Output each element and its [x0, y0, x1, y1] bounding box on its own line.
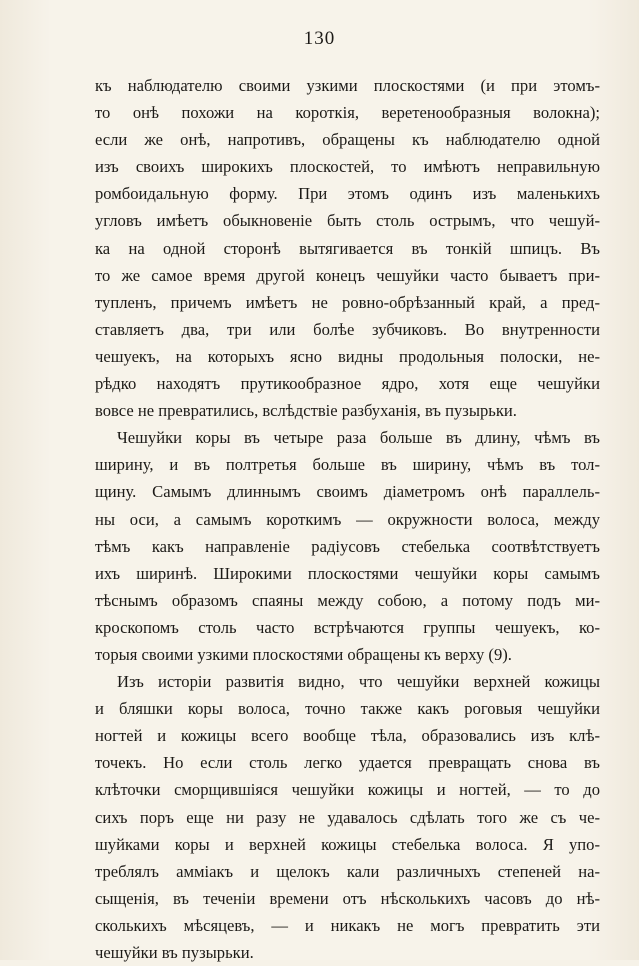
paragraph	[95, 72, 600, 424]
text-line: и бляшки коры волоса, точно также какъ роговыя чешуйки	[95, 699, 600, 719]
page-number: 130	[303, 28, 336, 49]
text-line: сколькихъ мѣсяцевъ, — и никакъ не могъ превратить эти	[95, 915, 600, 935]
text-line: чешуйки въ пузырьки.	[95, 943, 254, 962]
text-line: то же самое время другой конецъ чешуйки часто бываетъ при-	[95, 265, 600, 285]
text-line: то онѣ похожи на короткія, веретенообразныя волокна);	[95, 103, 600, 123]
paragraph	[95, 668, 600, 966]
text-line: ширину, и въ полтретья больше въ ширину, чѣмъ въ тол-	[95, 455, 600, 475]
text-line: ставляетъ два, три или болѣе зубчиковъ. Во внутренности	[95, 319, 600, 339]
text-line: кроскопомъ столь часто встрѣчаются группы чешуекъ, ко-	[95, 617, 600, 637]
text-line: чешуекъ, на которыхъ ясно видны продольныя полоски, не-	[95, 346, 600, 366]
text-line: ромбоидальную форму. При этомъ одинъ изъ маленькихъ	[95, 184, 600, 204]
text-line: тѣмъ какъ направленіе радіусовъ стебелька соотвѣтствуетъ	[95, 536, 600, 556]
text-line: ны оси, а самымъ короткимъ — окружности волоса, между	[95, 509, 600, 529]
text-line: къ наблюдателю своими узкими плоскостями (и при этомъ-	[95, 76, 600, 95]
text-line: сыщенія, въ теченіи времени отъ нѣсколькихъ часовъ до нѣ-	[95, 888, 600, 908]
body-text	[95, 72, 600, 966]
text-line: щину. Самымъ длиннымъ своимъ діаметромъ онѣ параллель-	[95, 482, 600, 502]
text-line: вовсе не превратились, вслѣдствіе разбуханія, въ пузырьки.	[95, 401, 517, 421]
text-line: клѣточки сморщившіяся чешуйки кожицы и ногтей, — то до	[95, 780, 600, 800]
text-line: угловъ имѣетъ обыкновеніе быть столь острымъ, что чешуй-	[95, 211, 600, 231]
text-line: ка на одной сторонѣ вытягивается въ тонкій шпицъ. Въ	[95, 238, 600, 258]
text-line: треблялъ амміакъ и щелокъ кали различныхъ степеней на-	[95, 861, 600, 881]
text-line: изъ своихъ широкихъ плоскостей, то имѣютъ неправильную	[95, 157, 600, 177]
text-line: торыя своими узкими плоскостями обращены къ верху (9).	[95, 644, 512, 664]
text-line: точекъ. Но если столь легко удается превращать снова въ	[95, 753, 600, 773]
text-line: ногтей и кожицы всего вообще тѣла, образовались изъ клѣ-	[95, 726, 600, 746]
text-line: тупленъ, причемъ имѣетъ не ровно-обрѣзанный край, а пред-	[95, 292, 600, 312]
text-line: Чешуйки коры въ четыре раза больше въ длину, чѣмъ въ	[117, 428, 600, 448]
text-line: Изъ исторіи развитія видно, что чешуйки верхней кожицы	[117, 672, 600, 692]
paragraph	[95, 424, 600, 668]
text-line: шуйками коры и верхней кожицы стебелька волоса. Я упо-	[95, 834, 600, 854]
text-line: рѣдко находятъ прутикообразное ядро, хотя еще чешуйки	[95, 374, 600, 394]
text-line: тѣснымъ образомъ спаяны между собою, а потому подъ ми-	[95, 590, 600, 610]
text-line: ихъ ширинѣ. Широкими плоскостями чешуйки коры самымъ	[95, 563, 600, 583]
text-line: если же онѣ, напротивъ, обращены къ наблюдателю одной	[95, 130, 600, 150]
text-line: сихъ поръ еще ни разу не удавалось сдѣлать того же съ че-	[95, 807, 600, 827]
